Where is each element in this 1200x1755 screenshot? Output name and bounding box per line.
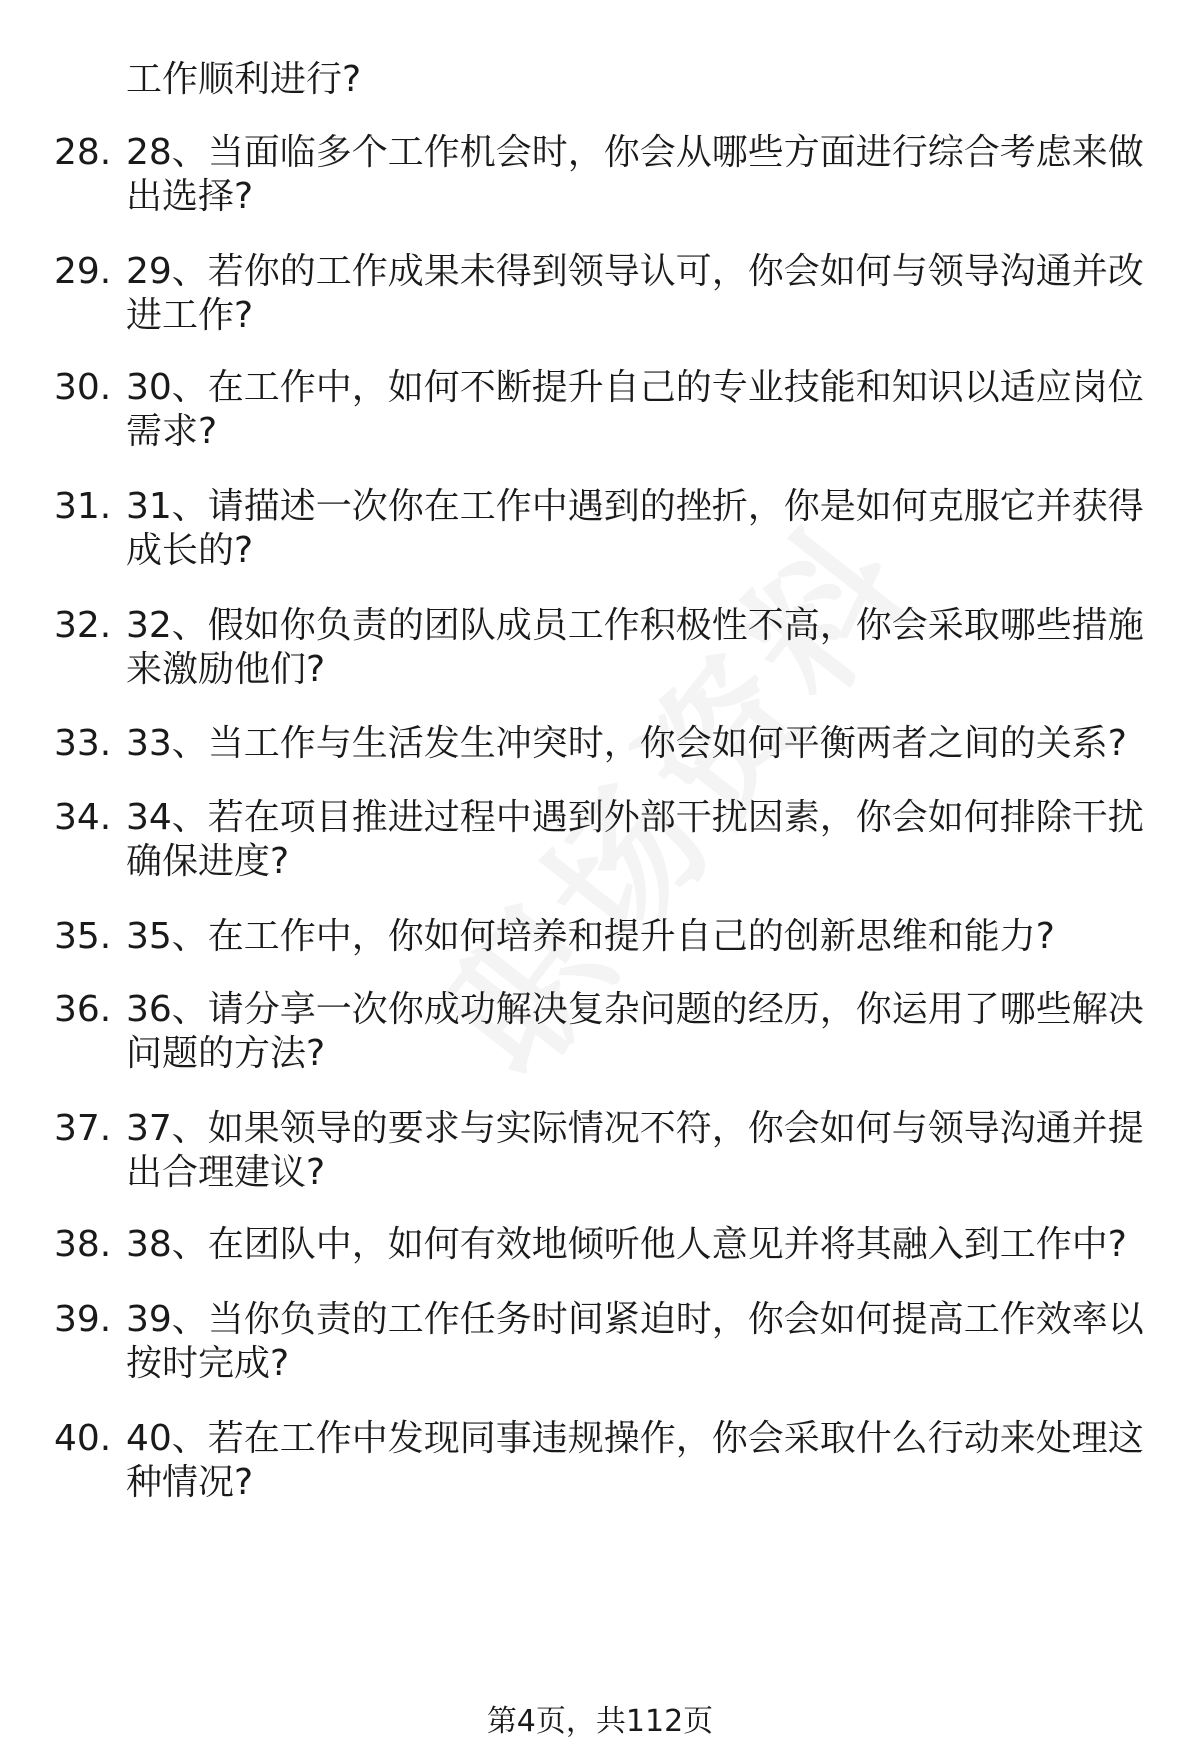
list-item-line1: 39、当你负责的工作任务时间紧迫时，你会如何提高工作效率以 xyxy=(126,1299,1144,1340)
list-item-number: 34. xyxy=(54,797,112,838)
list-item-line2: 成长的? xyxy=(126,530,254,571)
list-item-line1: 30、在工作中，如何不断提升自己的专业技能和知识以适应岗位 xyxy=(126,367,1144,408)
list-item-line2: 按时完成? xyxy=(126,1343,290,1384)
list-item-number: 32. xyxy=(54,605,112,646)
list-item-line2: 需求? xyxy=(126,411,218,452)
list-item-number: 38. xyxy=(54,1224,112,1265)
list-item-line1: 38、在团队中，如何有效地倾听他人意见并将其融入到工作中? xyxy=(126,1224,1127,1265)
continuation-text: 工作顺利进行? xyxy=(126,59,362,100)
list-item-number: 40. xyxy=(54,1418,112,1459)
list-item-number: 31. xyxy=(54,486,112,527)
list-item-number: 33. xyxy=(54,723,112,764)
list-item-line1: 34、若在项目推进过程中遇到外部干扰因素，你会如何排除干扰 xyxy=(126,797,1144,838)
list-item-line2: 进工作? xyxy=(126,295,254,336)
list-item-line1: 33、当工作与生活发生冲突时，你会如何平衡两者之间的关系? xyxy=(126,723,1127,764)
list-item-number: 29. xyxy=(54,251,112,292)
list-item-number: 35. xyxy=(54,916,112,957)
list-item-line1: 28、当面临多个工作机会时，你会从哪些方面进行综合考虑来做 xyxy=(126,132,1144,173)
list-item-number: 37. xyxy=(54,1108,112,1149)
list-item-line2: 问题的方法? xyxy=(126,1033,326,1074)
list-item-line1: 32、假如你负责的团队成员工作积极性不高，你会采取哪些措施 xyxy=(126,605,1144,646)
list-item-number: 36. xyxy=(54,989,112,1030)
list-item-line2: 种情况? xyxy=(126,1462,254,1503)
list-item-line2: 出合理建议? xyxy=(126,1152,326,1193)
list-item-line2: 出选择? xyxy=(126,176,254,217)
list-item-line1: 40、若在工作中发现同事违规操作，你会采取什么行动来处理这 xyxy=(126,1418,1144,1459)
list-item-line1: 37、如果领导的要求与实际情况不符，你会如何与领导沟通并提 xyxy=(126,1108,1144,1149)
list-item-line1: 35、在工作中，你如何培养和提升自己的创新思维和能力? xyxy=(126,916,1055,957)
list-item-line2: 确保进度? xyxy=(126,841,290,882)
list-item-line2: 来激励他们? xyxy=(126,649,326,690)
list-item-line1: 31、请描述一次你在工作中遇到的挫折，你是如何克服它并获得 xyxy=(126,486,1144,527)
list-item-number: 30. xyxy=(54,367,112,408)
list-item-number: 28. xyxy=(54,132,112,173)
list-item-line1: 29、若你的工作成果未得到领导认可，你会如何与领导沟通并改 xyxy=(126,251,1144,292)
page-footer: 第4页，共112页 xyxy=(486,1704,714,1739)
list-item-number: 39. xyxy=(54,1299,112,1340)
list-item-line1: 36、请分享一次你成功解决复杂问题的经历，你运用了哪些解决 xyxy=(126,989,1144,1030)
